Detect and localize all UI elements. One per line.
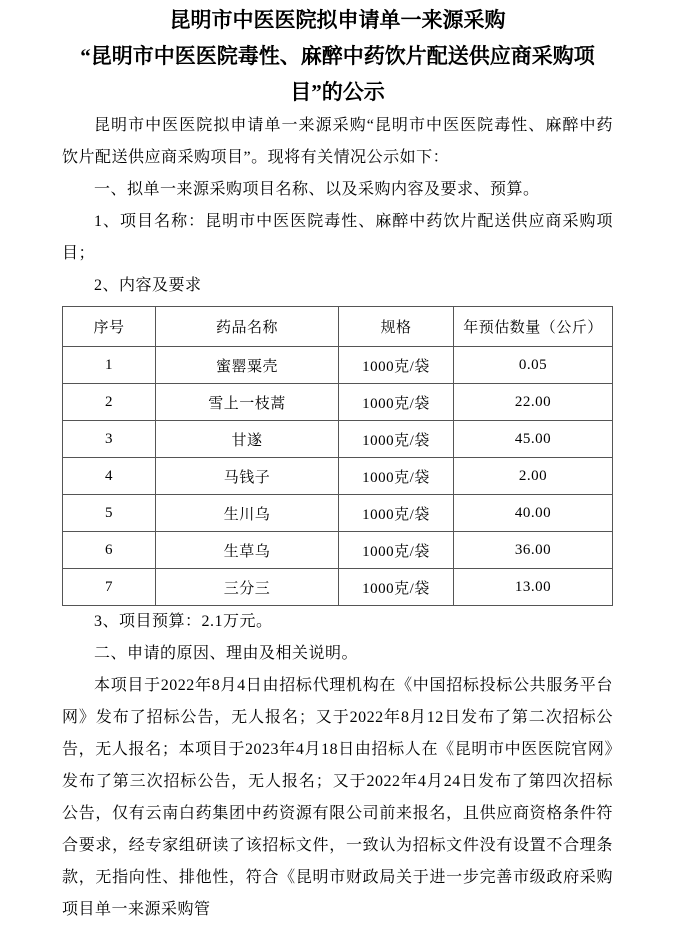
cell-drug-name: 生草乌 [156, 532, 339, 569]
cell-drug-name: 蜜罂粟壳 [156, 347, 339, 384]
table-row [63, 532, 613, 569]
header-seq: 序号 [63, 307, 156, 347]
cell-seq: 6 [63, 532, 156, 569]
cell-qty: 40.00 [454, 495, 613, 532]
header-annual-qty: 年预估数量（公斤） [454, 307, 613, 347]
cell-seq: 1 [63, 347, 156, 384]
header-drug-name: 药品名称 [156, 307, 339, 347]
cell-seq: 3 [63, 421, 156, 458]
cell-qty: 36.00 [454, 532, 613, 569]
section1-item-budget: 3、项目预算：2.1万元。 [94, 613, 273, 630]
drug-table [62, 306, 613, 606]
table-row [63, 421, 613, 458]
table-row [63, 569, 613, 606]
section2-heading: 二、申请的原因、理由及相关说明。 [94, 645, 359, 662]
document-title [62, 2, 613, 110]
cell-drug-name: 甘遂 [156, 421, 339, 458]
section1-heading: 一、拟单一来源采购项目名称、以及采购内容及要求、预算。 [94, 181, 540, 198]
cell-seq: 5 [63, 495, 156, 532]
section2-body: 本项目于2022年8月4日由招标代理机构在《中国招标投标公共服务平台网》发布了招标公告，无人报名；又于2022年8月12日发布了第二次招标公告，无人报名；本项目于2023年4月18日由招标人在《昆明市中医医院官网》发布了第三次招标公告，无人报名；又于2022年4月24日发布了第四次招标公告，仅有云南白药集团中药资源有限公司前来报名，且供应商资格条件符合要求，经专家组研读了该招标文件，一致认为招标文件没有设置不合理条款，无指向性、排他性，符合《昆明市财政局关于进一步完善市级政府采购项目单一来源采购管 [62, 677, 613, 918]
section1-item-content-requirements: 2、内容及要求 [94, 277, 202, 294]
intro-paragraph: 昆明市中医医院拟申请单一来源采购“昆明市中医医院毒性、麻醉中药饮片配送供应商采购项目”。现将有关情况公示如下： [62, 117, 613, 166]
cell-spec: 1000克/袋 [339, 347, 454, 384]
table-row [63, 495, 613, 532]
document-title-line1: 昆明市中医医院拟申请单一来源采购 [169, 8, 506, 32]
header-spec: 规格 [339, 307, 454, 347]
cell-spec: 1000克/袋 [339, 532, 454, 569]
cell-qty: 2.00 [454, 458, 613, 495]
cell-drug-name: 生川乌 [156, 495, 339, 532]
table-row [63, 347, 613, 384]
cell-qty: 0.05 [454, 347, 613, 384]
cell-seq: 7 [63, 569, 156, 606]
cell-spec: 1000克/袋 [339, 384, 454, 421]
cell-seq: 4 [63, 458, 156, 495]
cell-drug-name: 雪上一枝蒿 [156, 384, 339, 421]
document-title-line2: “昆明市中医医院毒性、麻醉中药饮片配送供应商采购项目”的公示 [80, 44, 595, 104]
cell-drug-name: 三分三 [156, 569, 339, 606]
cell-spec: 1000克/袋 [339, 569, 454, 606]
table-header-row [63, 307, 613, 347]
table-row [63, 458, 613, 495]
cell-spec: 1000克/袋 [339, 421, 454, 458]
cell-qty: 13.00 [454, 569, 613, 606]
cell-seq: 2 [63, 384, 156, 421]
cell-spec: 1000克/袋 [339, 458, 454, 495]
cell-spec: 1000克/袋 [339, 495, 454, 532]
cell-qty: 22.00 [454, 384, 613, 421]
cell-drug-name: 马钱子 [156, 458, 339, 495]
section1-item-project-name: 1、项目名称：昆明市中医医院毒性、麻醉中药饮片配送供应商采购项目； [62, 213, 613, 262]
table-row [63, 384, 613, 421]
cell-qty: 45.00 [454, 421, 613, 458]
